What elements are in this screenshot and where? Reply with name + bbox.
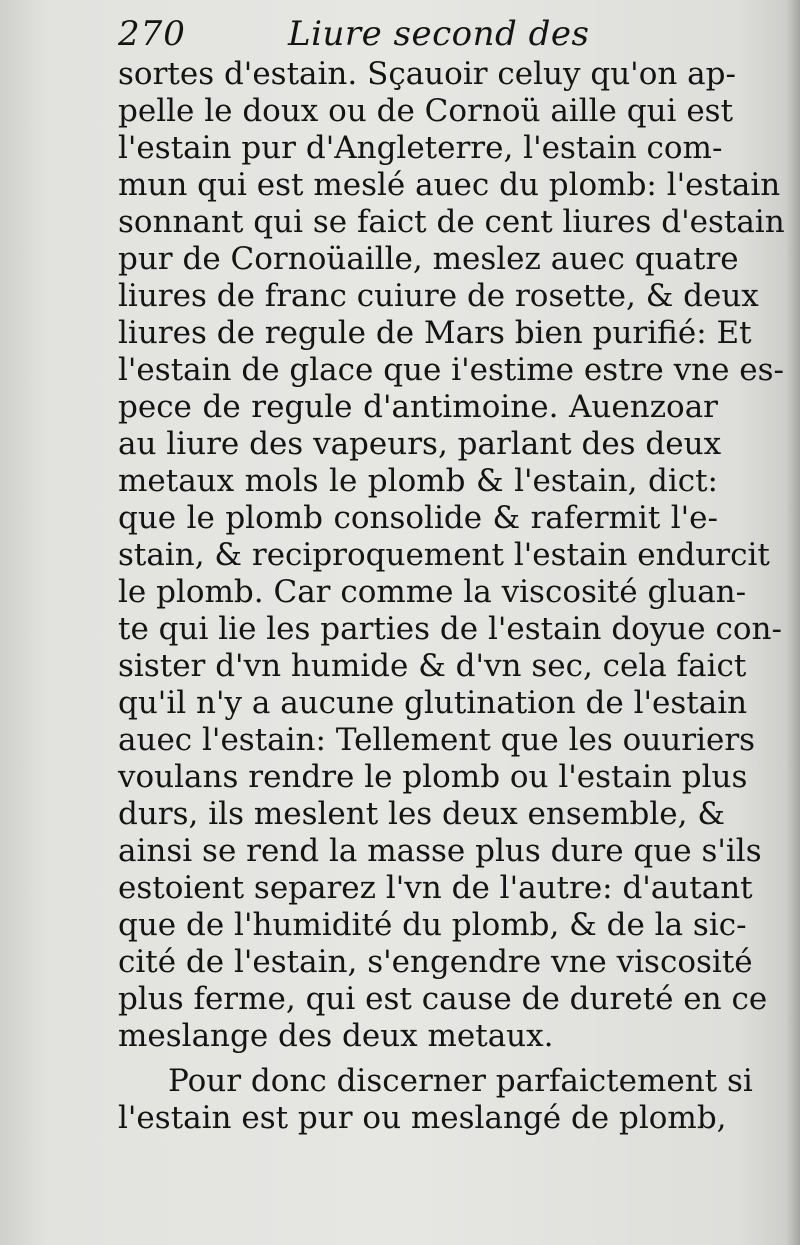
body-text xyxy=(118,56,785,1137)
text-line: pelle le doux ou de Cornoü aille qui est xyxy=(118,93,734,129)
text-line: cité de l'estain, s'engendre vne viscosité xyxy=(118,944,753,980)
paragraph-end-line: meslange des deux metaux. xyxy=(118,1018,554,1054)
text-line: le plomb. Car comme la viscosité gluan- xyxy=(118,574,747,610)
text-line: sister d'vn humide & d'vn sec, cela faict xyxy=(118,648,747,684)
text-line: metaux mols le plomb & l'estain, dict: xyxy=(118,463,718,499)
text-line: sonnant qui se faict de cent liures d'estain xyxy=(118,204,785,240)
text-line: mun qui est meslé auec du plomb: l'estain xyxy=(118,167,781,203)
text-line: ainsi se rend la masse plus dure que s'ils xyxy=(118,833,762,869)
text-line: sortes d'estain. Sçauoir celuy qu'on ap- xyxy=(118,56,736,92)
text-line: l'estain de glace que i'estime estre vne es- xyxy=(118,352,785,388)
text-line: estoient separez l'vn de l'autre: d'autant xyxy=(118,870,753,906)
text-line: plus ferme, qui est cause de dureté en ce xyxy=(118,981,768,1017)
text-line: que le plomb consolide & rafermit l'e- xyxy=(118,500,718,536)
page-header xyxy=(118,8,718,58)
paragraph-start-line: Pour donc discerner parfaictement si xyxy=(168,1063,753,1099)
text-line: au liure des vapeurs, parlant des deux xyxy=(118,426,722,462)
text-line: liures de regule de Mars bien purifié: Et xyxy=(118,315,752,351)
text-line: pece de regule d'antimoine. Auenzoar xyxy=(118,389,718,425)
text-line: qu'il n'y a aucune glutination de l'estain xyxy=(118,685,748,721)
text-line: te qui lie les parties de l'estain doyue con- xyxy=(118,611,782,647)
text-line: l'estain pur d'Angleterre, l'estain com- xyxy=(118,130,723,166)
text-line: que de l'humidité du plomb, & de la sic- xyxy=(118,907,747,943)
text-line: l'estain est pur ou meslangé de plomb, xyxy=(118,1100,727,1136)
text-line: durs, ils meslent les deux ensemble, & xyxy=(118,796,725,832)
text-line: stain, & reciproquement l'estain endurcit xyxy=(118,537,770,573)
page-edge-shadow xyxy=(786,0,800,1245)
page-number: 270 xyxy=(118,14,186,54)
running-title: Liure second des xyxy=(288,14,590,54)
text-line: auec l'estain: Tellement que les ouuriers xyxy=(118,722,756,758)
text-line: pur de Cornoüaille, meslez auec quatre xyxy=(118,241,739,277)
text-line: liures de franc cuiure de rosette, & deux xyxy=(118,278,759,314)
text-line: voulans rendre le plomb ou l'estain plus xyxy=(118,759,748,795)
